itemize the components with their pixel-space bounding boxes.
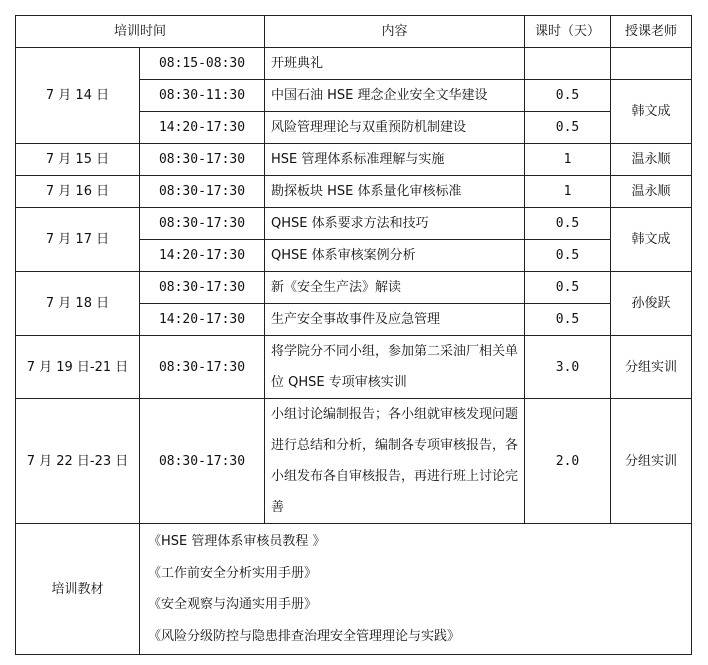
header-time: 培训时间 bbox=[16, 16, 265, 48]
content-cell: 将学院分不同小组，参加第二采油厂相关单位 QHSE 专项审核实训 bbox=[265, 336, 525, 399]
textbook-item: 《HSE 管理体系审核员教程 》 bbox=[148, 534, 326, 549]
content-cell: 风险管理理论与双重预防机制建设 bbox=[265, 112, 525, 144]
time-cell: 08:30-11:30 bbox=[140, 80, 265, 112]
table-row bbox=[16, 176, 692, 208]
teacher-cell-empty bbox=[611, 48, 692, 80]
teacher-cell: 温永顺 bbox=[611, 176, 692, 208]
table-row bbox=[16, 272, 692, 304]
teacher-cell: 韩文成 bbox=[611, 80, 692, 144]
time-cell: 08:30-17:30 bbox=[140, 336, 265, 399]
content-cell: 中国石油 HSE 理念企业安全文华建设 bbox=[265, 80, 525, 112]
hours-cell: 1 bbox=[525, 176, 611, 208]
content-cell: 开班典礼 bbox=[265, 48, 525, 80]
time-cell: 08:30-17:30 bbox=[140, 208, 265, 240]
hours-cell: 0.5 bbox=[525, 80, 611, 112]
date-cell: 7 月 19 日-21 日 bbox=[16, 336, 140, 399]
content-cell: HSE 管理体系标准理解与实施 bbox=[265, 144, 525, 176]
date-cell: 7 月 17 日 bbox=[16, 208, 140, 272]
textbook-item: 《安全观察与沟通实用手册》 bbox=[148, 597, 318, 612]
table-row bbox=[16, 336, 692, 399]
hours-cell: 0.5 bbox=[525, 208, 611, 240]
header-row bbox=[16, 16, 692, 48]
hours-cell: 1 bbox=[525, 144, 611, 176]
date-cell: 7 月 22 日-23 日 bbox=[16, 399, 140, 524]
time-cell: 14:20-17:30 bbox=[140, 240, 265, 272]
textbook-item: 《工作前安全分析实用手册》 bbox=[148, 565, 318, 581]
header-content: 内容 bbox=[265, 16, 525, 48]
time-cell: 08:15-08:30 bbox=[140, 48, 265, 80]
training-schedule-table bbox=[15, 15, 692, 655]
hours-cell: 0.5 bbox=[525, 112, 611, 144]
hours-cell: 0.5 bbox=[525, 272, 611, 304]
time-cell: 08:30-17:30 bbox=[140, 144, 265, 176]
hours-cell: 0.5 bbox=[525, 304, 611, 336]
textbook-item: 《风险分级防控与隐患排查治理安全管理理论与实践》 bbox=[148, 628, 461, 644]
date-cell: 7 月 16 日 bbox=[16, 176, 140, 208]
content-cell: 生产安全事故事件及应急管理 bbox=[265, 304, 525, 336]
content-cell: QHSE 体系审核案例分析 bbox=[265, 240, 525, 272]
date-cell: 7 月 14 日 bbox=[16, 48, 140, 144]
materials-list bbox=[140, 524, 692, 655]
content-cell: 新《安全生产法》解读 bbox=[265, 272, 525, 304]
time-cell: 08:30-17:30 bbox=[140, 176, 265, 208]
hours-cell: 2.0 bbox=[525, 399, 611, 524]
time-cell: 08:30-17:30 bbox=[140, 272, 265, 304]
teacher-cell: 韩文成 bbox=[611, 208, 692, 272]
table-row bbox=[16, 208, 692, 240]
time-cell: 14:20-17:30 bbox=[140, 112, 265, 144]
header-hours: 课时（天） bbox=[525, 16, 611, 48]
table-row bbox=[16, 48, 692, 80]
time-cell: 14:20-17:30 bbox=[140, 304, 265, 336]
materials-label: 培训教材 bbox=[16, 524, 140, 655]
teacher-cell: 分组实训 bbox=[611, 336, 692, 399]
content-cell: 小组讨论编制报告；各小组就审核发现问题进行总结和分析，编制各专项审核报告，各小组发布各自审核报告，再进行班上讨论完善 bbox=[265, 399, 525, 524]
table-row bbox=[16, 144, 692, 176]
hours-cell: 0.5 bbox=[525, 240, 611, 272]
content-cell: 勘探板块 HSE 体系量化审核标准 bbox=[265, 176, 525, 208]
date-cell: 7 月 15 日 bbox=[16, 144, 140, 176]
teacher-cell: 分组实训 bbox=[611, 399, 692, 524]
hours-cell: 3.0 bbox=[525, 336, 611, 399]
time-cell: 08:30-17:30 bbox=[140, 399, 265, 524]
header-teacher: 授课老师 bbox=[611, 16, 692, 48]
hours-cell bbox=[525, 48, 611, 80]
teacher-cell: 孙俊跃 bbox=[611, 272, 692, 336]
teacher-cell: 温永顺 bbox=[611, 144, 692, 176]
date-cell: 7 月 18 日 bbox=[16, 272, 140, 336]
table-row bbox=[16, 399, 692, 524]
materials-row bbox=[16, 524, 692, 655]
content-cell: QHSE 体系要求方法和技巧 bbox=[265, 208, 525, 240]
